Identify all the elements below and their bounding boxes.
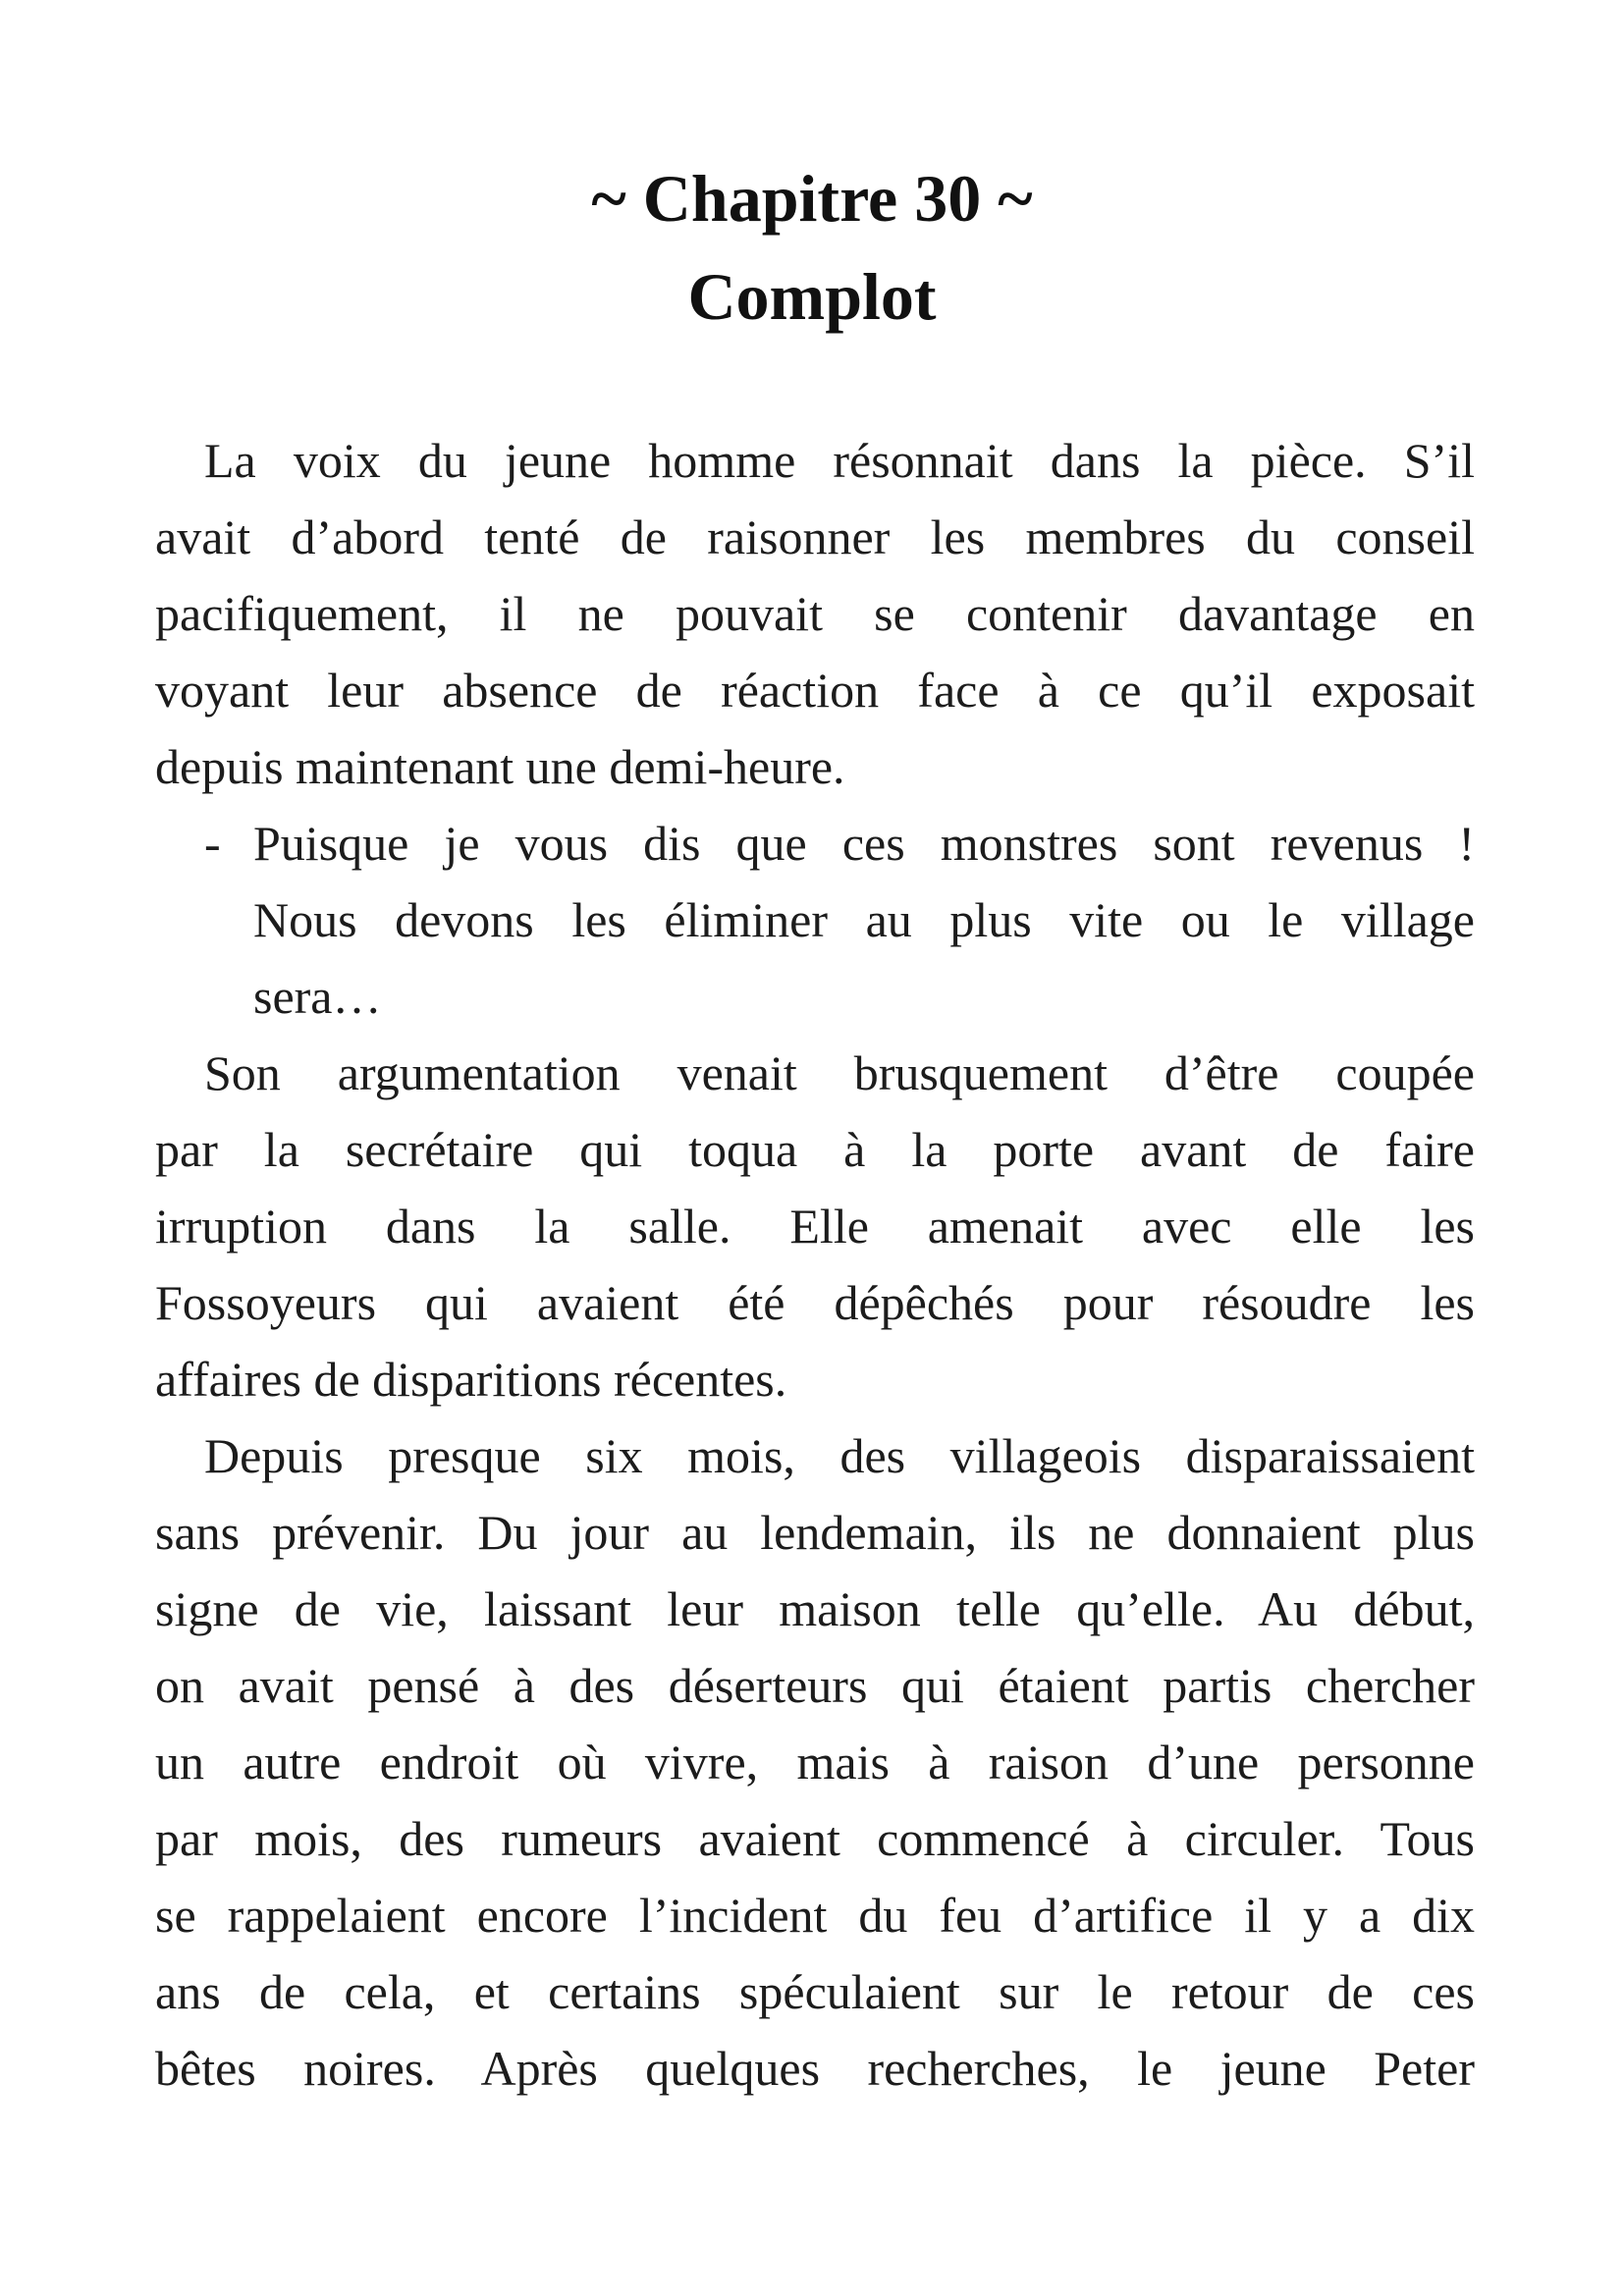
text-line: par mois, des rumeurs avaient commencé à circuler. Tous (155, 1811, 1475, 1866)
text-line: sera… (253, 969, 382, 1024)
text-line: on avait pensé à des déserteurs qui étaient partis chercher (155, 1658, 1475, 1713)
dialogue-line (155, 805, 1475, 881)
text-line: avait d’abord tenté de raisonner les membres du conseil (155, 509, 1475, 564)
text-line: Son argumentation venait brusquement d’être coupée (204, 1045, 1475, 1100)
text-line: par la secrétaire qui toqua à la porte avant de faire (155, 1122, 1475, 1177)
text-line: affaires de disparitions récentes. (155, 1352, 787, 1407)
text-line: signe de vie, laissant leur maison telle qu’elle. Au début, (155, 1581, 1475, 1636)
paragraph-1 (155, 422, 1475, 805)
chapter-title: Complot (687, 259, 937, 334)
text-line: sans prévenir. Du jour au lendemain, ils ne donnaient plus (155, 1505, 1475, 1560)
text-line: irruption dans la salle. Elle amenait avec elle les (155, 1199, 1475, 1254)
text-line: La voix du jeune homme résonnait dans la pièce. S’il (204, 433, 1475, 488)
text-line: Fossoyeurs qui avaient été dépêchés pour résoudre les (155, 1275, 1475, 1330)
chapter-number: ~ Chapitre 30 ~ (591, 161, 1033, 236)
text-line: bêtes noires. Après quelques recherches, le jeune Peter (155, 2041, 1475, 2096)
text-line: Depuis presque six mois, des villageois disparaissaient (204, 1428, 1475, 1483)
dialogue-dash: - (204, 816, 221, 871)
dialogue-1 (155, 805, 1475, 1035)
text-line: Nous devons les éliminer au plus vite ou le village (253, 892, 1475, 947)
text-line: ans de cela, et certains spéculaient sur le retour de ces (155, 1964, 1475, 2019)
text-line: pacifiquement, il ne pouvait se contenir davantage en (155, 586, 1475, 641)
text-line: depuis maintenant une demi-heure. (155, 739, 845, 794)
text-line: un autre endroit où vivre, mais à raison d’une personne (155, 1735, 1475, 1789)
chapter-body (155, 422, 1475, 2107)
paragraph-2 (155, 1035, 1475, 1417)
text-line: Puisque je vous dis que ces monstres sont revenus ! (253, 816, 1475, 871)
text-line: voyant leur absence de réaction face à ce qu’il exposait (155, 663, 1475, 718)
text-line: se rappelaient encore l’incident du feu d’artifice il y a dix (155, 1888, 1475, 1943)
paragraph-3 (155, 1417, 1475, 2107)
